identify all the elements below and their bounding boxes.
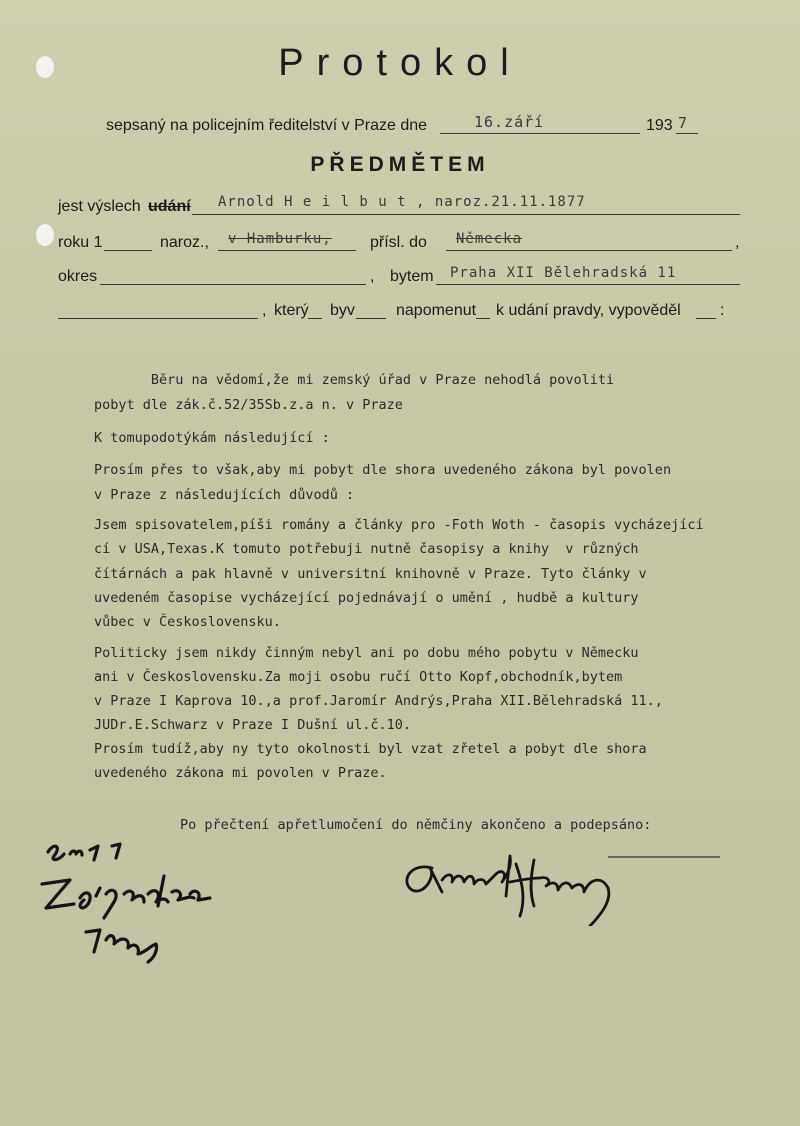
statement-line: K tomupodotýkám následující : [94, 430, 330, 446]
statement-line: cí v USA,Texas.K tomuto potřebuji nutně časopisy a knihy v různých [94, 541, 639, 557]
admonished-label: napomenut [396, 302, 477, 319]
hearing-label: jest výslech [58, 198, 141, 215]
statement-line: Jsem spisovatelem,píši romány a články pro -Foth Woth - časopis vycházející [94, 517, 704, 533]
struck-udani: udání [148, 198, 191, 215]
being-label: byv [330, 302, 355, 319]
residence-label: bytem [390, 268, 434, 285]
statement-line: pobyt dle zák.č.52/35Sb.z.a n. v Praze [94, 397, 403, 413]
subject-heading: PŘEDMĚTEM [310, 153, 490, 176]
date-value: 16.září [474, 113, 545, 131]
district-field [100, 266, 366, 285]
statement-line: vůbec v Československu. [94, 614, 281, 630]
statement-line: Prosím přes to však,aby mi pobyt dle shora uvedeného zákona byl povolen [94, 462, 672, 478]
witness-signature [398, 846, 728, 926]
statement-line: čítárnách a pak hlavně v universitní knihovně v Praze. Tyto články v [94, 566, 647, 582]
closing-line: Po přečtení apřetlumočení do němčiny akončeno a podepsáno: [180, 817, 652, 833]
document-title: Protokol [278, 42, 522, 84]
row2-comma: , [735, 234, 740, 251]
statement-line: Běru na vědomí,že mi zemský úřad v Praze nehodlá povoliti [94, 372, 615, 388]
birthplace-value: v Hamburku, [228, 231, 332, 247]
blank-field [58, 300, 258, 319]
statement-line: uvedeném časopise vycházející pojednávají o umění , hudbě a kultury [94, 590, 639, 606]
name-value: Arnold H e i l b u t , naroz.21.11.1877 [218, 194, 586, 210]
statement-line: Prosím tudíž,aby ny tyto okolnosti byl vzat zřetel a pobyt dle shora [94, 741, 647, 757]
nationality-value: Německa [456, 231, 523, 247]
district-label: okres [58, 268, 98, 285]
statement-line: JUDr.E.Schwarz v Praze I Dušní ul.č.10. [94, 717, 411, 733]
recorder-signature [40, 836, 240, 966]
admonished-field [476, 300, 490, 319]
row3-comma: , [370, 268, 375, 285]
statement-line: ani v Československu.Za moji osobu ručí Otto Kopf,obchodník,bytem [94, 669, 623, 685]
which-field [308, 300, 322, 319]
truth-label: k udání pravdy, vypověděl [496, 302, 681, 319]
birthplace-label: naroz., [160, 234, 209, 251]
which-label: který [274, 302, 309, 319]
year-value: 7 [678, 114, 689, 132]
statement-line: Politicky jsem nikdy činným nebyl ani po dobu mého pobytu v Německu [94, 645, 639, 661]
location-date-label: sepsaný na policejním ředitelství v Praze dne [106, 117, 428, 134]
punch-hole [36, 224, 54, 246]
year-born-label: roku 1 [58, 234, 103, 251]
testified-field [696, 300, 716, 319]
statement-line: v Praze I Kaprova 10.,a prof.Jaromír Andrýs,Praha XII.Bělehradská 11., [94, 693, 663, 709]
statement-line: v Praze z následujících důvodů : [94, 487, 355, 503]
row4-comma: , [262, 302, 267, 319]
being-field [356, 300, 386, 319]
row4-colon: : [720, 302, 725, 319]
residence-value: Praha XII Bělehradská 11 [450, 265, 677, 281]
year-prefix: 193 [646, 117, 673, 134]
statement-line: uvedeného zákona mi povolen v Praze. [94, 765, 387, 781]
nationality-label: přísl. do [370, 234, 427, 251]
year-born-field [104, 232, 152, 251]
